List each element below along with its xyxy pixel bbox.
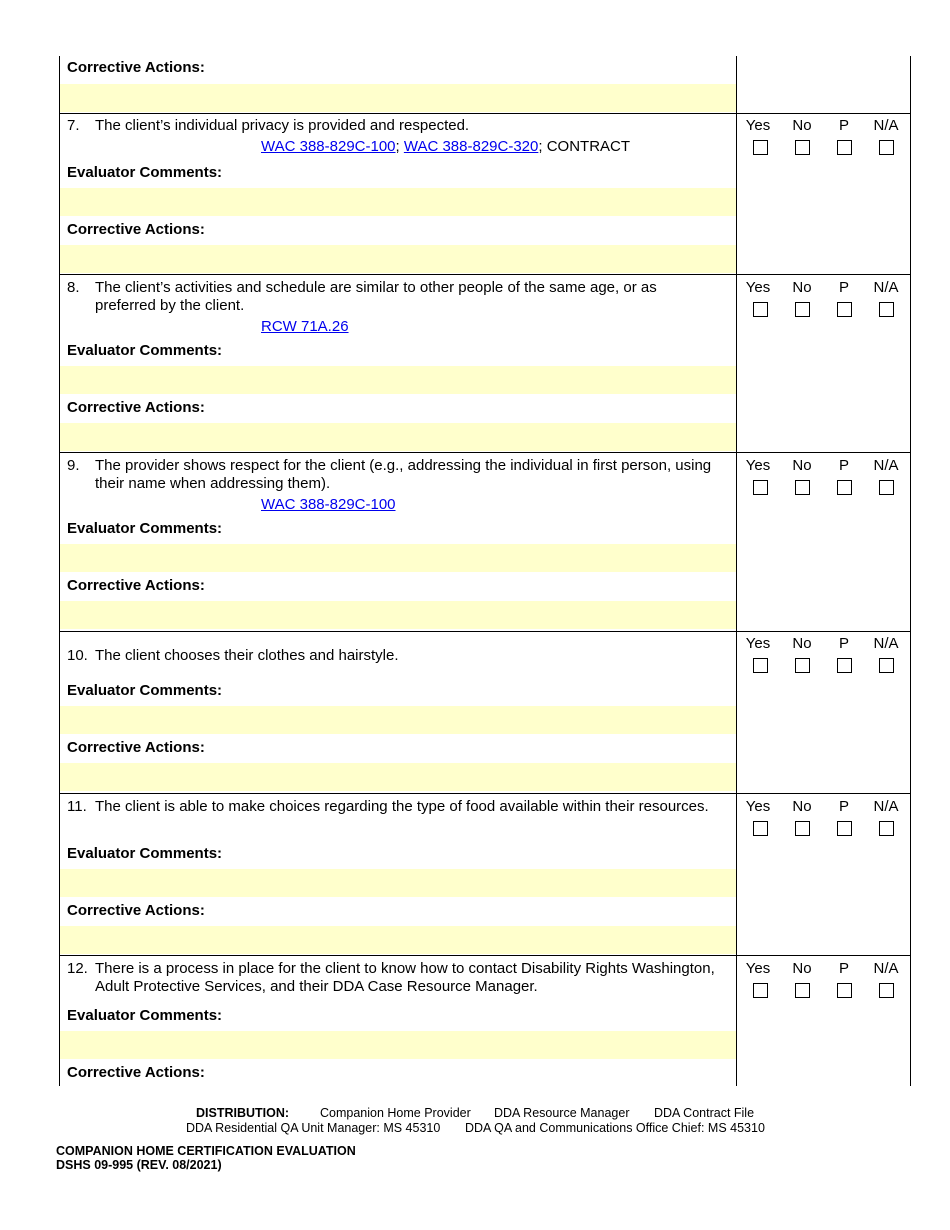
corrective-actions-label: Corrective Actions: bbox=[67, 739, 205, 756]
question-references bbox=[261, 138, 630, 156]
na-checkbox[interactable] bbox=[879, 658, 894, 673]
yes-header: Yes bbox=[745, 117, 771, 134]
partial-header: P bbox=[838, 279, 849, 296]
yes-checkbox[interactable] bbox=[753, 658, 768, 673]
corrective-actions-field[interactable] bbox=[60, 601, 736, 629]
question-text: The client is able to make choices regarding the type of food available within their resources. bbox=[95, 798, 709, 815]
evaluator-comments-field[interactable] bbox=[60, 544, 736, 572]
yes-header: Yes bbox=[745, 960, 771, 977]
evaluator-comments-field[interactable] bbox=[60, 366, 736, 394]
distribution-recipient: Companion Home Provider bbox=[320, 1106, 471, 1120]
form-title: COMPANION HOME CERTIFICATION EVALUATION bbox=[56, 1144, 356, 1158]
row-divider bbox=[59, 793, 911, 794]
no-checkbox[interactable] bbox=[795, 821, 810, 836]
reference-link[interactable]: WAC 388-829C-100 bbox=[261, 138, 396, 155]
yes-header: Yes bbox=[745, 279, 771, 296]
partial-checkbox[interactable] bbox=[837, 658, 852, 673]
table-column-divider bbox=[736, 56, 737, 1086]
evaluator-comments-field[interactable] bbox=[60, 1031, 736, 1059]
question-text: The client’s individual privacy is provided and respected. bbox=[95, 117, 470, 134]
question-text: The provider shows respect for the client (e.g., addressing the individual in first person, using their name when addressing them). bbox=[95, 457, 712, 492]
na-checkbox[interactable] bbox=[879, 140, 894, 155]
row-divider bbox=[59, 274, 911, 275]
yes-checkbox[interactable] bbox=[753, 140, 768, 155]
question-text: There is a process in place for the client to know how to contact Disability Rights Washington, Adult Protective Services, and their DDA Case Resource Manager. bbox=[95, 960, 715, 995]
question-references bbox=[261, 496, 396, 514]
corrective-actions-label: Corrective Actions: bbox=[67, 577, 205, 594]
distribution-recipient: DDA QA and Communications Office Chief: MS 45310 bbox=[465, 1121, 765, 1135]
question-number: 12. bbox=[67, 960, 88, 977]
yes-header: Yes bbox=[745, 457, 771, 474]
no-header: No bbox=[792, 117, 812, 134]
no-header: No bbox=[792, 798, 812, 815]
partial-checkbox[interactable] bbox=[837, 480, 852, 495]
na-header: N/A bbox=[873, 798, 899, 815]
no-checkbox[interactable] bbox=[795, 480, 810, 495]
form-number: DSHS 09-995 (REV. 08/2021) bbox=[56, 1158, 222, 1172]
row-divider bbox=[59, 955, 911, 956]
na-checkbox[interactable] bbox=[879, 480, 894, 495]
distribution-recipient: DDA Contract File bbox=[654, 1106, 755, 1120]
question-number: 8. bbox=[67, 279, 80, 296]
evaluator-comments-label: Evaluator Comments: bbox=[67, 520, 223, 537]
question-number: 11. bbox=[67, 798, 87, 815]
partial-checkbox[interactable] bbox=[837, 821, 852, 836]
reference-text: CONTRACT bbox=[546, 138, 631, 155]
no-header: No bbox=[792, 457, 812, 474]
question-number: 10. bbox=[67, 647, 88, 664]
partial-checkbox[interactable] bbox=[837, 140, 852, 155]
partial-header: P bbox=[838, 798, 849, 815]
corrective-actions-label: Corrective Actions: bbox=[67, 221, 205, 238]
no-checkbox[interactable] bbox=[795, 658, 810, 673]
partial-checkbox[interactable] bbox=[837, 983, 852, 998]
partial-checkbox[interactable] bbox=[837, 302, 852, 317]
evaluator-comments-label: Evaluator Comments: bbox=[67, 682, 223, 699]
evaluator-comments-label: Evaluator Comments: bbox=[67, 845, 223, 862]
reference-link[interactable]: RCW 71A.26 bbox=[261, 318, 349, 335]
na-header: N/A bbox=[873, 635, 899, 652]
evaluator-comments-label: Evaluator Comments: bbox=[67, 1007, 223, 1024]
separator: ; bbox=[538, 138, 547, 155]
row-divider bbox=[59, 452, 911, 453]
reference-link[interactable]: WAC 388-829C-100 bbox=[261, 496, 396, 513]
yes-checkbox[interactable] bbox=[753, 480, 768, 495]
no-checkbox[interactable] bbox=[795, 140, 810, 155]
distribution-label: DISTRIBUTION: bbox=[196, 1106, 290, 1120]
partial-header: P bbox=[838, 117, 849, 134]
row-divider bbox=[59, 113, 911, 114]
no-checkbox[interactable] bbox=[795, 983, 810, 998]
corrective-actions-label: Corrective Actions: bbox=[67, 902, 205, 919]
no-header: No bbox=[792, 635, 812, 652]
corrective-actions-field[interactable] bbox=[60, 245, 736, 273]
yes-header: Yes bbox=[745, 798, 771, 815]
na-header: N/A bbox=[873, 960, 899, 977]
partial-header: P bbox=[838, 457, 849, 474]
question-text: The client’s activities and schedule are similar to other people of the same age, or as preferred by the client. bbox=[95, 279, 657, 314]
na-checkbox[interactable] bbox=[879, 821, 894, 836]
corrective-actions-field[interactable] bbox=[60, 423, 736, 451]
evaluator-comments-label: Evaluator Comments: bbox=[67, 164, 223, 181]
corrective-actions-field[interactable] bbox=[60, 763, 736, 791]
corrective-actions-field[interactable] bbox=[60, 84, 736, 112]
separator: ; bbox=[395, 138, 404, 155]
evaluator-comments-label: Evaluator Comments: bbox=[67, 342, 223, 359]
question-references bbox=[261, 318, 349, 336]
corrective-actions-label: Corrective Actions: bbox=[67, 59, 205, 76]
question-text: The client chooses their clothes and hairstyle. bbox=[95, 647, 399, 664]
partial-header: P bbox=[838, 960, 849, 977]
distribution-recipient: DDA Resource Manager bbox=[494, 1106, 630, 1120]
corrective-actions-field[interactable] bbox=[60, 926, 736, 954]
yes-checkbox[interactable] bbox=[753, 983, 768, 998]
question-number: 7. bbox=[67, 117, 80, 134]
yes-checkbox[interactable] bbox=[753, 302, 768, 317]
no-header: No bbox=[792, 279, 812, 296]
table-right-border bbox=[910, 56, 911, 1086]
na-header: N/A bbox=[873, 279, 899, 296]
partial-header: P bbox=[838, 635, 849, 652]
corrective-actions-label: Corrective Actions: bbox=[67, 1064, 205, 1081]
na-header: N/A bbox=[873, 117, 899, 134]
table-left-border bbox=[59, 56, 60, 1086]
reference-link[interactable]: WAC 388-829C-320 bbox=[403, 138, 539, 155]
corrective-actions-label: Corrective Actions: bbox=[67, 399, 205, 416]
yes-header: Yes bbox=[745, 635, 771, 652]
distribution-recipient: DDA Residential QA Unit Manager: MS 45310 bbox=[186, 1121, 441, 1135]
evaluator-comments-field[interactable] bbox=[60, 706, 736, 734]
question-number: 9. bbox=[67, 457, 80, 474]
no-checkbox[interactable] bbox=[795, 302, 810, 317]
no-header: No bbox=[792, 960, 812, 977]
na-header: N/A bbox=[873, 457, 899, 474]
na-checkbox[interactable] bbox=[879, 983, 894, 998]
yes-checkbox[interactable] bbox=[753, 821, 768, 836]
na-checkbox[interactable] bbox=[879, 302, 894, 317]
row-divider bbox=[59, 631, 911, 632]
evaluator-comments-field[interactable] bbox=[60, 869, 736, 897]
evaluator-comments-field[interactable] bbox=[60, 188, 736, 216]
